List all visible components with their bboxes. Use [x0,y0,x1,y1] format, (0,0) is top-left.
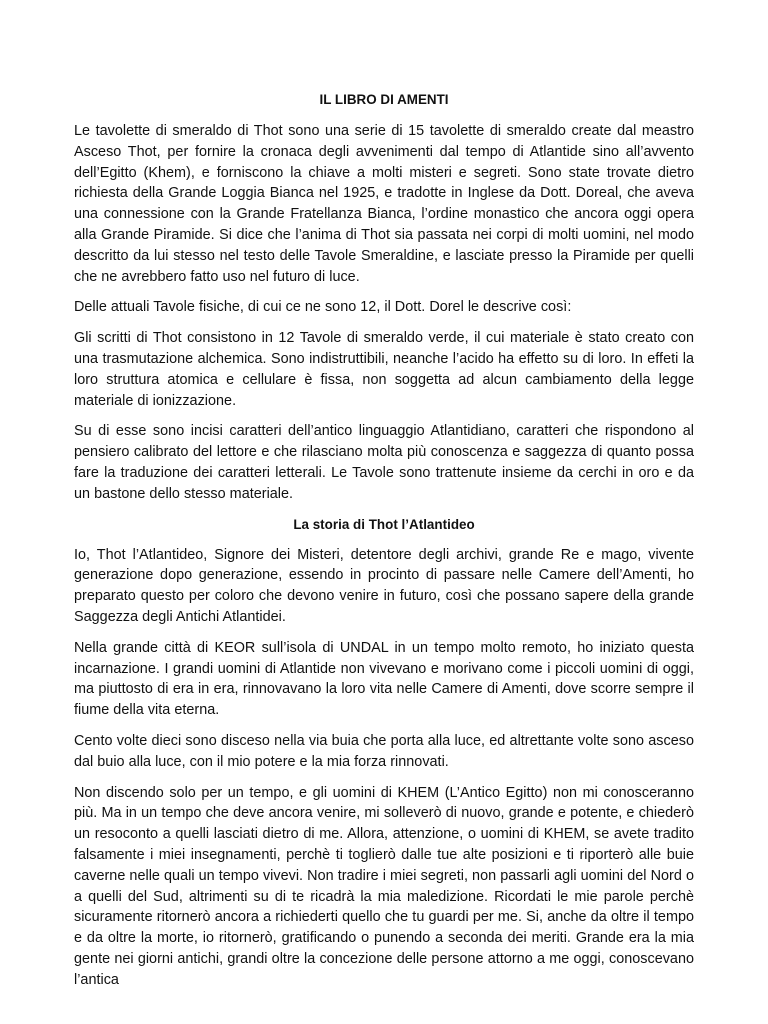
section-heading: La storia di Thot l’Atlantideo [293,516,475,532]
story-paragraph-4: Non discendo solo per un tempo, e gli uomini di KHEM (L’Antico Egitto) non mi conosceranno più. Ma in un tempo che deve ancora venire, mi solleverò di nuovo, grande e potente, e chiederò un resoconto a quelli lasciati dietro di me. Allora, attenzione, o uomini di KHEM, se avete tradito falsamente i miei insegnamenti, perchè ti toglierò dalle tue alte posizioni e ti riporterò alle buie caverne nelle quali un tempo vivevi. Non tradire i miei segreti, non passarli agli uomini del Nord o a quelli del Sud, altrimenti su di te ricadrà la mia maledizione. Ricordati le mie parole perchè sicuramente ritornerò ancora a richiederti quello che tu guardi per me. Si, anche da oltre il tempo e da oltre la morte, io ritornerò, gratificando o punendo a seconda dei meriti. Grande era la mia gente nei giorni antichi, grandi oltre la concezione delle persone attorno a me oggi, conoscevano l’antica [74,784,694,988]
story-paragraph-1: Io, Thot l’Atlantideo, Signore dei Misteri, detentore degli archivi, grande Re e mago, vivente generazione dopo generazione, essendo in procinto di passare nelle Camere dell’Amenti, ho preparato questo per coloro che devono venire in futuro, così che possano sapere della grande Saggezza degli Antichi Atlantidei. [74,546,694,625]
intro-paragraph-2: Delle attuali Tavole fisiche, di cui ce ne sono 12, il Dott. Dorel le descrive così: [74,299,572,316]
intro-paragraph-4: Su di esse sono incisi caratteri dell’antico linguaggio Atlantidiano, caratteri che rispondono al pensiero calibrato del lettore e che rilasciano molta più conoscenza e saggezza di quanto possa fare la traduzione dei caratteri letterali. Le Tavole sono trattenute insieme da cerchi in oro e da un bastone dello stesso materiale. [74,423,694,502]
document-title: IL LIBRO DI AMENTI [319,92,449,107]
story-paragraph-2: Nella grande città di KEOR sull’isola di UNDAL in un tempo molto remoto, ho iniziato questa incarnazione. I grandi uomini di Atlantide non vivevano e morivano come i piccoli uomini di oggi, ma piuttosto di era in era, rinnovavano la loro vita nelle Camere di Amenti, dove scorre sempre il fiume della vita eterna. [74,639,694,719]
intro-paragraph-1: Le tavolette di smeraldo di Thot sono una serie di 15 tavolette di smeraldo create dal meastro Asceso Thot, per fornire la cronaca degli avvenimenti dal tempo di Atlantide sino all’avvento dell’Egitto (Khem), e forniscono la chiave a molti misteri e segreti. Sono state trovate dietro richiesta della Grande Loggia Bianca nel 1925, e tradotte in Inglese da Dott. Doreal, che aveva una connessione con la Grande Fratellanza Bianca, l’ordine monastico che ancora oggi opera alla Grande Piramide. Si dice che l’anima di Thot sia passata nei corpi di molti uomini, nel modo descritto da lui stesso nel testo delle Tavole Smeraldine, e lasciate presso la Piramide per quelli che ne avrebbero fatto uso nel futuro di luce. [74,123,694,285]
story-paragraph-3: Cento volte dieci sono disceso nella via buia che porta alla luce, ed altrettante volte sono asceso dal buio alla luce, con il mio potere e la mia forza rinnovati. [74,732,694,770]
intro-paragraph-3: Gli scritti di Thot consistono in 12 Tavole di smeraldo verde, il cui materiale è stato creato con una trasmutazione alchemica. Sono indistruttibili, neanche l’acido ha effetto su di loro. In effeti la loro struttura atomica e cellulare è fissa, non soggetta ad alcun cambiamento della legge materiale di ionizzazione. [74,330,694,409]
document-page [74,90,694,1000]
